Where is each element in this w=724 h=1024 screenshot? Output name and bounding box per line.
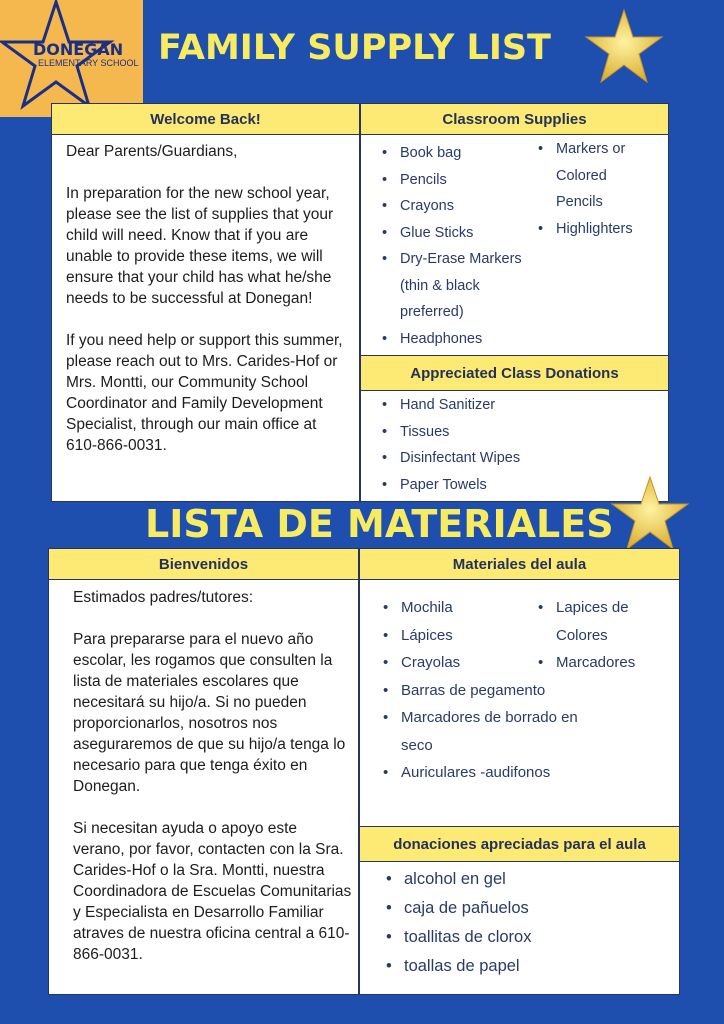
list-item: • Disinfectant Wipes [382, 445, 642, 472]
list-item: • Headphones [382, 326, 522, 353]
bienvenidos-letter [73, 587, 353, 986]
list-item: • Highlighters [538, 216, 653, 243]
list-item: • Hand Sanitizer [382, 392, 642, 419]
welcome-paragraph: In preparation for the new school year, please see the list of supplies that your child will need. Know that if you are unable to provide these items, we will ensure that your child has what he/she needs to be successful at Donegan! [66, 185, 334, 307]
list-item: • Auriculares -audifonos [383, 759, 528, 787]
materiales-list [383, 594, 578, 787]
ayuda-paragraph: Si necesitan ayuda o apoyo este verano, por favor, contacten con la Sra. Carides-Hof o la Sra. Montti, nuestra Coordinadora de Escuelas Comunitarias y Especialista en Desarrollo Familiar atraves de nuestra oficina central a 610-866-0031. [73, 820, 352, 963]
list-item: • Markers or Colored Pencils [538, 136, 653, 216]
help-paragraph: If you need help or support this summer, please reach out to Mrs. Carides-Hof or Mrs. Montti, our Community School Coordinator and Family Development Specialist, through our main office at 610-866-0031. [66, 332, 343, 454]
list-item: • Dry-Erase Markers (thin & black preferred) [382, 246, 522, 326]
list-item: • Marcadores [538, 649, 663, 677]
school-name: DONEGAN [33, 40, 124, 59]
list-item: • alcohol en gel [386, 865, 666, 894]
welcome-greeting: Dear Parents/Guardians, [66, 143, 238, 160]
donaciones-list [386, 865, 666, 981]
list-item: • toallas de papel [386, 952, 666, 981]
list-item: • Barras de pegamento [383, 677, 528, 705]
list-item: • Mochila [383, 594, 528, 622]
list-item: • Tissues [382, 419, 642, 446]
classroom-supplies-header: Classroom Supplies [360, 103, 669, 135]
classroom-supplies-list [382, 140, 522, 352]
materiales-header: Materiales del aula [359, 548, 680, 580]
welcome-header: Welcome Back! [51, 103, 360, 135]
materiales-list-2 [538, 594, 663, 677]
list-item: • Glue Sticks [382, 220, 522, 247]
bienvenidos-greeting: Estimados padres/tutores: [73, 589, 254, 606]
welcome-letter [66, 141, 351, 477]
school-logo [0, 0, 143, 117]
school-subtitle: ELEMENTARY SCHOOL [38, 58, 139, 68]
list-item: • Paper Towels [382, 472, 642, 499]
list-item: • Book bag [382, 140, 522, 167]
list-item: • Crayolas [383, 649, 528, 677]
list-item: • caja de pañuelos [386, 894, 666, 923]
section-title-spanish: LISTA DE MATERIALES [145, 502, 614, 546]
list-item: • Pencils [382, 167, 522, 194]
page-title: FAMILY SUPPLY LIST [158, 28, 551, 68]
list-item: • Marcadores de borrado en seco [383, 704, 601, 759]
star-icon [610, 475, 690, 553]
list-item: • toallitas de clorox [386, 923, 666, 952]
list-item: • Lapices de Colores [538, 594, 663, 649]
donations-header: Appreciated Class Donations [360, 355, 669, 391]
list-item: • Crayons [382, 193, 522, 220]
donations-list [382, 392, 642, 498]
star-icon [584, 8, 664, 86]
bienvenidos-paragraph: Para prepararse para el nuevo año escolar, les rogamos que consulten la lista de materiales escolares que necesitará su hijo/a. Si no pueden proporcionarlos, nosotros nos aseguraremos de que su hijo/a tenga lo necesario para que tenga éxito en Donegan. [73, 631, 346, 795]
classroom-supplies-list-2 [538, 136, 653, 242]
donaciones-header: donaciones apreciadas para el aula [359, 826, 680, 862]
list-item: • Lápices [383, 622, 528, 650]
bienvenidos-header: Bienvenidos [48, 548, 359, 580]
